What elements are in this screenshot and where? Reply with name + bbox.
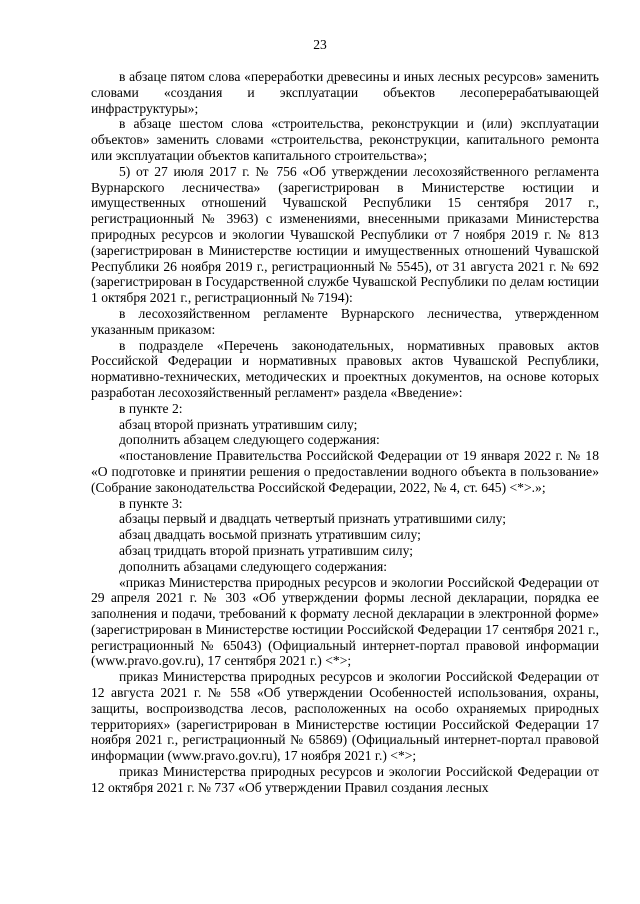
paragraph: дополнить абзацем следующего содержания: [119, 432, 380, 448]
paragraph: в лесохозяйственном регламенте Вурнарского лесничества, утвержденном указанным приказом: [91, 305, 599, 337]
paragraph: абзац второй признать утратившим силу; [119, 416, 358, 432]
paragraph: в пункте 3: [119, 495, 183, 511]
paragraph: «приказ Министерства природных ресурсов и экологии Российской Федерации от 29 апреля 2021 г. № 303 «Об утверждении формы лесной декларации, порядка ее заполнения и подачи, требований к формату лесной декларации в электронной форме» (зарегистрирован в Министерстве юстиции Российской Федерации 17 сентября 2021 г., регистрационный № 65043) (Официальный интернет-портал правовой информации (www.pravo.gov.ru), 17 сентября 2021 г.) <*>; [91, 574, 599, 669]
document-body [91, 69, 599, 796]
paragraph: абзацы первый и двадцать четвертый признать утратившими силу; [119, 511, 507, 527]
paragraph: в абзаце шестом слова «строительства, реконструкции и (или) эксплуатации объектов» заменить словами «строительства, реконструкции, капитального ремонта или эксплуатации объектов капитального строительства»; [91, 116, 599, 163]
paragraph: абзац тридцать второй признать утратившим силу; [119, 542, 413, 558]
paragraph: «постановление Правительства Российской Федерации от 19 января 2022 г. № 18 «О подготовке и принятии решения о предоставлении водного объекта в пользование» (Собрание законодательства Российской Федерации, 2022, № 4, ст. 645) <*>.»; [91, 448, 599, 495]
paragraph: дополнить абзацами следующего содержания: [119, 558, 388, 574]
paragraph: абзац двадцать восьмой признать утратившим силу; [119, 527, 421, 543]
paragraph: 5) от 27 июля 2017 г. № 756 «Об утверждении лесохозяйственного регламента Вурнарского лесничества» (зарегистрирован в Министерстве юстиции и имущественных отношений Чувашской Республики 15 сентября 2017 г., регистрационный № 3963) с изменениями, внесенными приказами Министерства природных ресурсов и экологии Чувашской Республики от 7 ноября 2019 г. № 813 (зарегистрирован в Министерстве юстиции и имущественных отношений Чувашской Республики 26 ноября 2019 г., регистрационный № 5545), от 31 августа 2021 г. № 692 (зарегистрирован в Государственной службе Чувашской Республики по делам юстиции 1 октября 2021 г., регистрационный № 7194): [91, 163, 599, 306]
page-number: 23 [313, 37, 327, 52]
paragraph: в абзаце пятом слова «переработки древесины и иных лесных ресурсов» заменить словами «создания и эксплуатации объектов лесоперерабатывающей инфраструктуры»; [91, 69, 599, 116]
paragraph: в подразделе «Перечень законодательных, нормативных правовых актов Российской Федерации и нормативных правовых актов Чувашской Республики, нормативно-технических, методических и проектных документов, на основе которых разработан лесохозяйственный регламент» раздела «Введение»: [91, 337, 599, 400]
paragraph: приказ Министерства природных ресурсов и экологии Российской Федерации от 12 октября 2021 г. № 737 «Об утверждении Правил создания лесных [91, 764, 599, 795]
paragraph: в пункте 2: [119, 400, 183, 416]
paragraph: приказ Министерства природных ресурсов и экологии Российской Федерации от 12 августа 2021 г. № 558 «Об утверждении Особенностей использования, охраны, защиты, воспроизводства лесов, расположенных на особо охраняемых природных территориях» (зарегистрирован в Министерстве юстиции Российской Федерации 17 ноября 2021 г., регистрационный № 65869) (Официальный интернет-портал правовой информации (www.pravo.gov.ru), 17 ноября 2021 г.) <*>; [91, 669, 599, 764]
